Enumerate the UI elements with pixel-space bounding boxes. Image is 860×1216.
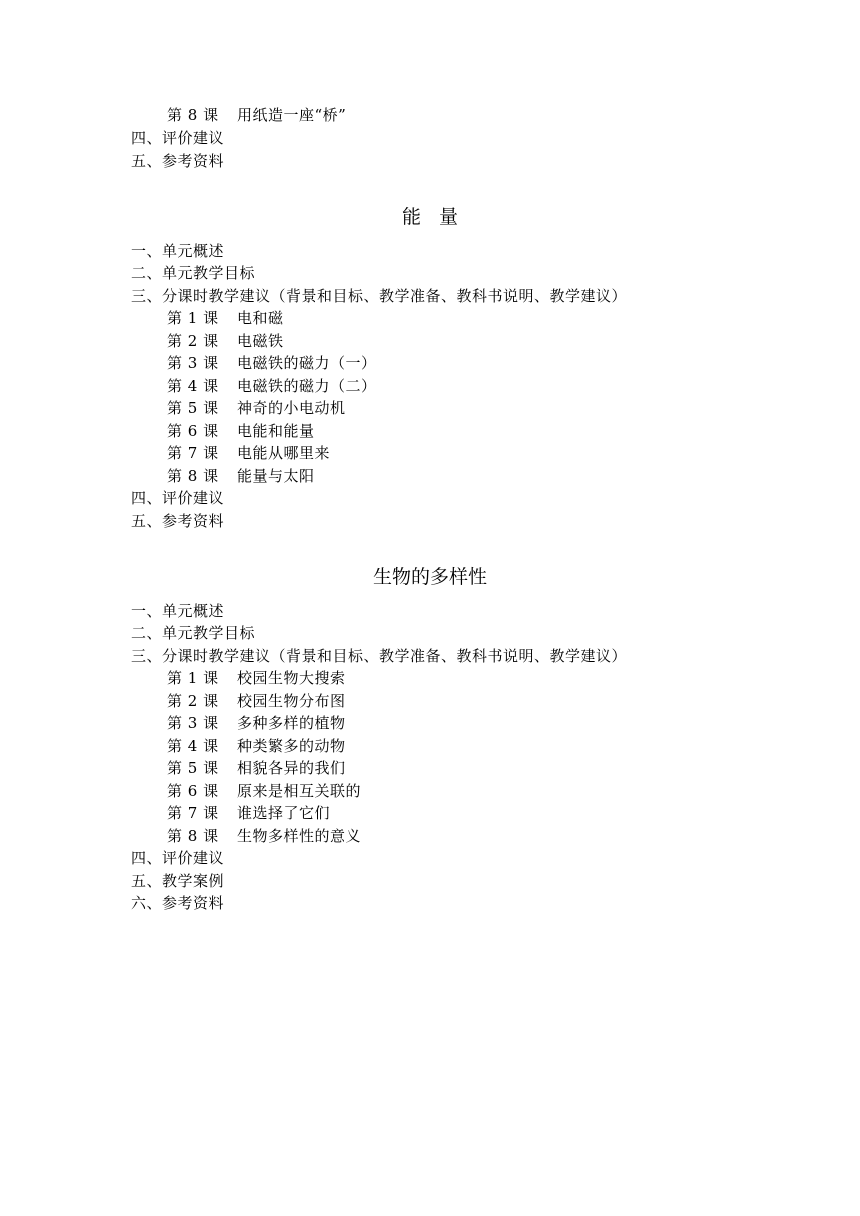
lesson-title: 用纸造一座“桥”: [237, 106, 347, 124]
toc-item: 六、参考资料: [131, 894, 225, 912]
lesson-number: 第 5 课: [167, 759, 219, 777]
toc-item: 三、分课时教学建议（背景和目标、教学准备、教科书说明、教学建议）: [131, 647, 628, 665]
lesson-entry: [167, 397, 346, 419]
toc-item: 三、分课时教学建议（背景和目标、教学准备、教科书说明、教学建议）: [131, 287, 628, 305]
lesson-entry: [167, 712, 346, 734]
lesson-title: 生物多样性的意义: [237, 827, 362, 845]
lesson-entry: [167, 352, 377, 374]
lesson-entry: [167, 780, 361, 802]
lesson-title: 相貌各异的我们: [237, 759, 346, 777]
lesson-entry: [167, 735, 346, 757]
toc-item: 二、单元教学目标: [131, 264, 256, 282]
lesson-number: 第 6 课: [167, 782, 219, 800]
lesson-entry: [167, 825, 361, 847]
lesson-title: 校园生物大搜索: [237, 669, 346, 687]
lesson-entry: [167, 330, 284, 352]
unit-title: 能量: [401, 206, 476, 228]
toc-item: 五、教学案例: [131, 872, 225, 890]
unit-title: 生物的多样性: [372, 566, 487, 588]
toc-item: 四、评价建议: [131, 489, 225, 507]
lesson-entry: [167, 442, 330, 464]
lesson-number: 第 8 课: [167, 467, 219, 485]
lesson-entry: [167, 667, 346, 689]
lesson-title: 多种多样的植物: [237, 714, 346, 732]
lesson-number: 第 7 课: [167, 444, 219, 462]
toc-item: 四、评价建议: [131, 849, 225, 867]
lesson-title: 原来是相互关联的: [237, 782, 362, 800]
lesson-entry: [167, 690, 346, 712]
lesson-number: 第 4 课: [167, 377, 219, 395]
lesson-title: 校园生物分布图: [237, 692, 346, 710]
lesson-entry: [167, 375, 377, 397]
toc-item: 五、参考资料: [131, 512, 225, 530]
lesson-title: 电能和能量: [237, 422, 315, 440]
lesson-entry: [167, 465, 315, 487]
toc-item: 一、单元概述: [131, 242, 225, 260]
toc-item: 四、评价建议: [131, 129, 225, 147]
toc-item: 二、单元教学目标: [131, 624, 256, 642]
lesson-number: 第 3 课: [167, 714, 219, 732]
lesson-number: 第 8 课: [167, 106, 219, 124]
lesson-title: 能量与太阳: [237, 467, 315, 485]
lesson-title: 电磁铁: [237, 332, 284, 350]
lesson-entry: [167, 420, 315, 442]
lesson-number: 第 8 课: [167, 827, 219, 845]
lesson-title: 电能从哪里来: [237, 444, 331, 462]
lesson-number: 第 6 课: [167, 422, 219, 440]
lesson-entry: [167, 757, 346, 779]
lesson-title: 电磁铁的磁力（一）: [237, 354, 377, 372]
lesson-number: 第 5 课: [167, 399, 219, 417]
lesson-number: 第 1 课: [167, 669, 219, 687]
lesson-number: 第 2 课: [167, 332, 219, 350]
lesson-title: 神奇的小电动机: [237, 399, 346, 417]
lesson-number: 第 4 课: [167, 737, 219, 755]
lesson-number: 第 3 课: [167, 354, 219, 372]
lesson-title: 谁选择了它们: [237, 804, 331, 822]
lesson-entry: [167, 802, 330, 824]
lesson-entry: [167, 104, 346, 126]
lesson-title: 电和磁: [237, 309, 284, 327]
toc-item: 五、参考资料: [131, 152, 225, 170]
lesson-title: 种类繁多的动物: [237, 737, 346, 755]
toc-item: 一、单元概述: [131, 602, 225, 620]
lesson-number: 第 7 课: [167, 804, 219, 822]
lesson-number: 第 1 课: [167, 309, 219, 327]
lesson-entry: [167, 307, 284, 329]
lesson-number: 第 2 课: [167, 692, 219, 710]
lesson-title: 电磁铁的磁力（二）: [237, 377, 377, 395]
